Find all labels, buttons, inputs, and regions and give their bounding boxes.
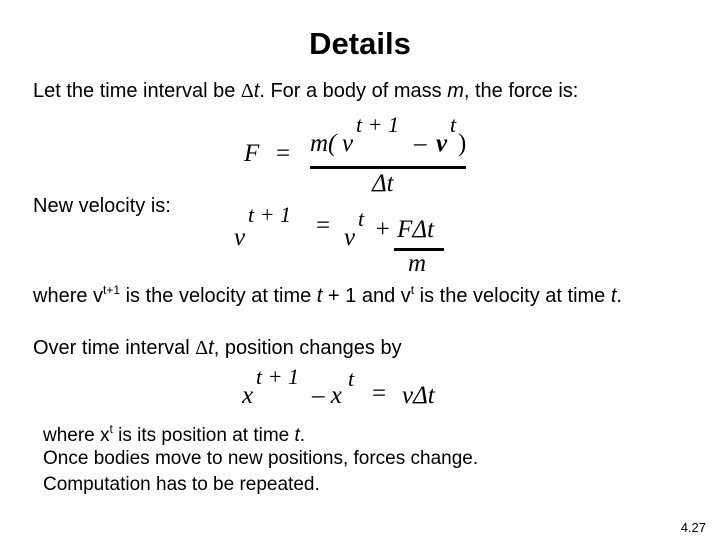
delta-symbol-2: Δ <box>195 337 209 359</box>
delta-symbol: Δ <box>240 80 254 102</box>
where-velocity-part-4: is the velocity at time <box>414 285 611 307</box>
velocity-equals: = <box>316 212 331 239</box>
velocity-v2: v <box>344 224 356 251</box>
where-velocity-t-1: t <box>316 285 323 307</box>
where-velocity-part-2: is the velocity at time <box>120 285 317 307</box>
force-close-paren: ) <box>458 130 467 157</box>
new-velocity-label: New velocity is: <box>33 195 171 217</box>
force-m-open: m( <box>310 130 337 157</box>
intro-part-2: . For a body of mass <box>259 80 448 102</box>
where-position-text <box>43 422 305 447</box>
where-velocity-part-1: where v <box>33 285 104 307</box>
force-fraction-bar <box>310 166 466 169</box>
intro-part-3: , the force is: <box>463 80 579 102</box>
position-equals: = <box>372 380 387 407</box>
force-equation <box>240 110 480 200</box>
velocity-plus-term: + FΔt <box>374 216 435 243</box>
position-equation <box>238 362 458 412</box>
intro-part-1: Let the time interval be <box>33 80 241 102</box>
force-sup1: t + 1 <box>356 112 399 137</box>
force-denominator: Δt <box>372 170 394 197</box>
force-minus: – <box>414 130 427 157</box>
force-v1: v <box>342 130 354 157</box>
position-sup1: t + 1 <box>256 364 299 389</box>
where-position-sup: t <box>109 422 113 436</box>
once-bodies-text: Once bodies move to new positions, forces change. <box>43 448 479 469</box>
position-sup2: t <box>348 366 355 391</box>
force-equals: = <box>276 140 291 167</box>
slide-title: Details <box>309 26 411 61</box>
slide-number: 4.27 <box>680 520 706 535</box>
intro-text <box>33 80 578 103</box>
t-variable: t <box>253 80 260 102</box>
position-x1: x <box>242 382 254 409</box>
where-velocity-part-5: . <box>616 285 622 307</box>
position-rhs: vΔt <box>402 382 435 409</box>
where-velocity-part-3: + 1 and v <box>322 285 411 307</box>
t-variable-2: t <box>208 337 214 359</box>
over-interval-part-2: , position changes by <box>213 337 402 359</box>
over-interval-part-1: Over time interval <box>33 337 196 359</box>
velocity-v: v <box>234 224 246 251</box>
force-F: F <box>244 140 260 167</box>
computation-text: Computation has to be repeated. <box>43 474 320 495</box>
position-minus-x: – x <box>312 382 342 409</box>
where-position-part-3: . <box>299 425 306 446</box>
over-interval-text <box>33 337 402 360</box>
velocity-equation <box>228 200 468 280</box>
m-variable: m <box>447 80 464 102</box>
where-position-t: t <box>294 425 300 446</box>
where-position-part-2: is its position at time <box>112 425 295 446</box>
where-position-part-1: where x <box>43 425 110 446</box>
where-velocity-sup-1: t+1 <box>103 283 121 297</box>
velocity-sup2: t <box>358 206 365 231</box>
velocity-sup: t + 1 <box>248 202 291 227</box>
force-v2: v <box>436 130 448 157</box>
where-velocity-t-2: t <box>610 285 617 307</box>
where-velocity-text <box>33 283 622 308</box>
velocity-denominator: m <box>408 250 427 277</box>
where-velocity-sup-2: t <box>410 283 415 297</box>
force-sup2: t <box>450 112 457 137</box>
